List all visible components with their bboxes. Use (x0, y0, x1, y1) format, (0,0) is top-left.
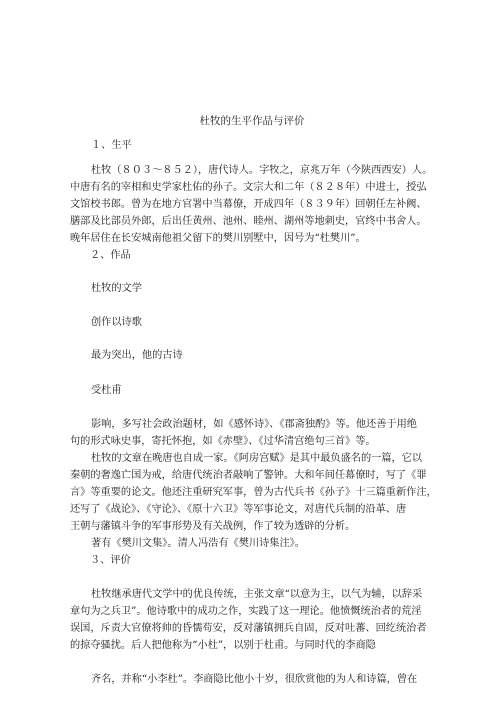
works-item-4: 受杜甫 (91, 385, 122, 396)
prose-line-3: 言》等重要的论文。他还注重研究军事，曾为古代兵书《孙子》十三篇重新作注， (70, 487, 437, 498)
evaluation-line-4: 的掠夺骚扰。后人把他称为“小杜”，以别于杜甫。与同时代的李商隐 (70, 640, 376, 651)
collection-line: 著有《樊川文集》。清人冯浩有《樊川诗集注》。 (91, 538, 305, 549)
influence-line-2: 句的形式咏史事，寄托怀抱，如《赤壁》、《过华清宫绝句三首》等。 (70, 436, 376, 447)
document-title: 杜牧的生平作品与评价 (199, 115, 305, 127)
works-item-1: 杜牧的文学 (91, 283, 142, 294)
bio-line-2: 中唐有名的宰相和史学家杜佑的孙子。文宗大和二年（８２８年）中进士，授弘 (70, 182, 427, 193)
prose-line-4: 还写了《战论》、《守论》、《原十六卫》等军事论文，对唐代兵制的沿革、唐 (70, 504, 407, 515)
section-heading-biography: １、生平 (91, 140, 132, 151)
evaluation-last-line: 齐名，并称“小李杜”。李商隐比他小十岁，很欣赏他的为人和诗篇，曾在 (91, 674, 418, 685)
bio-line-1: 杜牧（８０３～８５２），唐代诗人。字牧之，京兆万年（今陕西西安）人。 (91, 165, 433, 176)
prose-line-1: 杜牧的文章在晚唐也自成一家。《阿房宫赋》是其中最负盛名的一篇，它以 (91, 453, 423, 464)
bio-line-3: 文馆校书郎。曾为在地方官署中当幕僚，开成四年（８３９年）回朝任左补阙、 (70, 199, 427, 210)
bio-line-4: 膳部及比部员外郎，后出任黄州、池州、睦州、湖州等地刺史，官终中书舍人。 (70, 216, 427, 227)
prose-line-2: 秦朝的奢逸亡国为戒，给唐代统治者敲响了警钟。大和年间任幕僚时，写了《罪 (70, 470, 427, 481)
prose-line-5: 王朝与藩镇斗争的军事形势及有关战例，作了较为透辟的分析。 (70, 521, 356, 532)
section-heading-works: ２、作品 (90, 250, 131, 261)
section-heading-evaluation: ３、评价 (90, 555, 131, 566)
works-item-2: 创作以诗歌 (91, 317, 142, 328)
evaluation-line-2: 章句为之兵卫”。他诗歌中的成功之作，实践了这一理论。他愤慨统治者的荒淫 (70, 606, 422, 617)
evaluation-line-3: 误国，斥责大官僚将帅的昏懦苟安，反对藩镇拥兵自固，反对吐蕃、回纥统治者 (70, 623, 427, 634)
influence-line-1: 影响，多写社会政治题材，如《感怀诗》、《郡斋独酌》等。他还善于用绝 (91, 419, 417, 430)
evaluation-line-1: 杜牧继承唐代文学中的优良传统，主张文章“以意为主，以气为辅，以辞采 (91, 589, 423, 600)
bio-line-5: 晚年居住在长安城南他祖父留下的樊川别墅中，因号为“杜樊川”。 (70, 233, 366, 244)
works-item-3: 最为突出，他的古诗 (91, 350, 183, 361)
